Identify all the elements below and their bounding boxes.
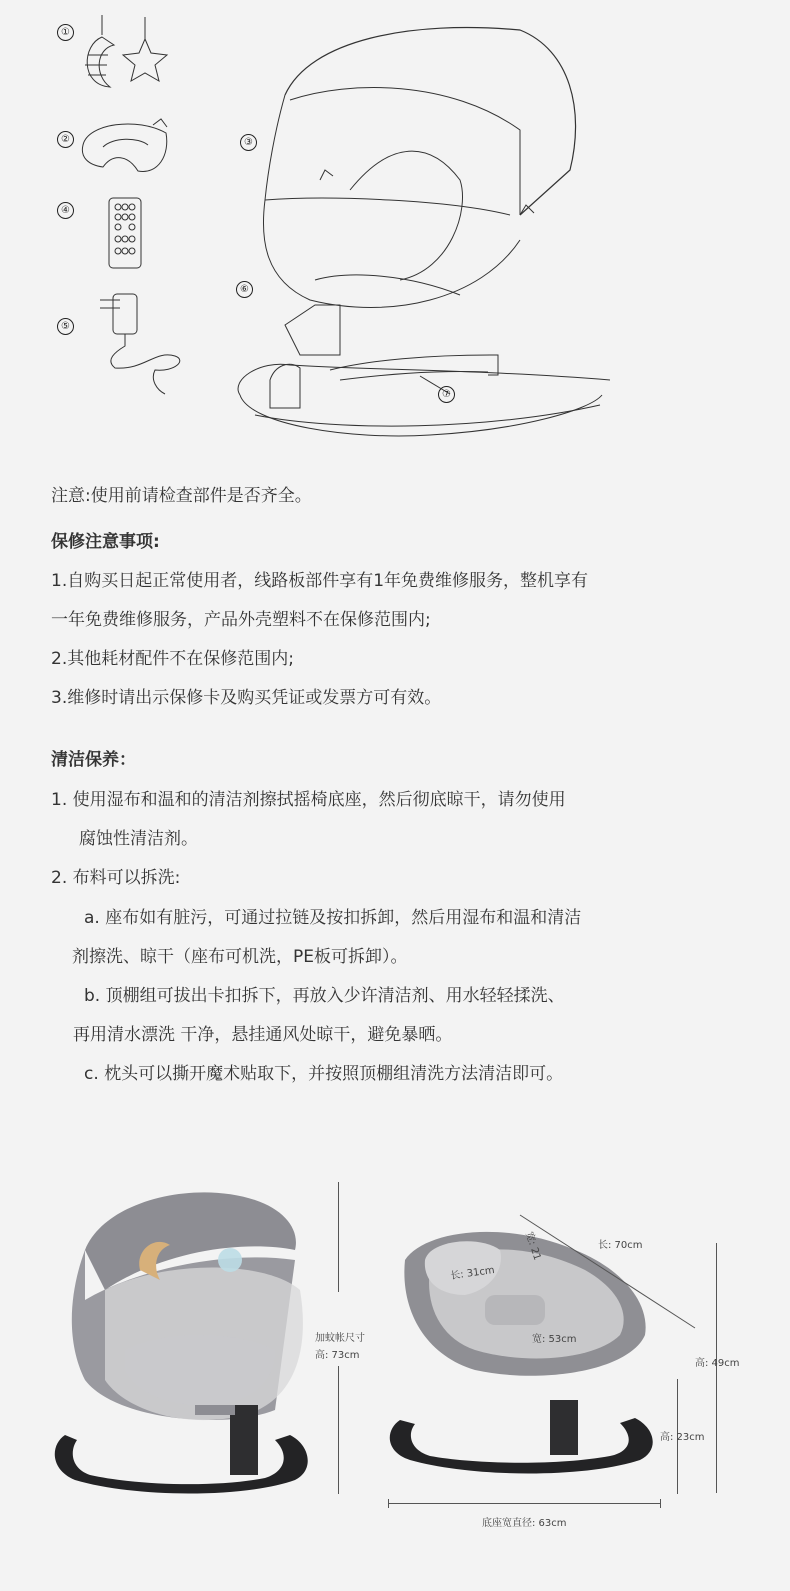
- notice-text: 注意:使用前请检查部件是否齐全。: [51, 486, 312, 506]
- net-height-line: [338, 1366, 339, 1494]
- base-diameter-tick: [388, 1499, 389, 1508]
- height-label: 高: 49cm: [695, 1358, 740, 1369]
- cleaning-line: a. 座布如有脏污，可通过拉链及按扣拆卸，然后用湿布和温和清洁: [84, 908, 582, 928]
- net-height-line: [338, 1182, 339, 1292]
- part-number-4: ④: [57, 202, 74, 219]
- part-number-3: ③: [240, 134, 257, 151]
- cleaning-line: 再用清水漂洗 干净，悬挂通风处晾干，避免暴晒。: [73, 1025, 453, 1045]
- swing-with-net-photo: [45, 1180, 345, 1500]
- base-diameter-label: 底座宽直径: 63cm: [482, 1518, 567, 1529]
- seat-width-label: 宽: 53cm: [532, 1334, 577, 1345]
- base-height-label: 高: 23cm: [660, 1432, 705, 1443]
- cleaning-line: 腐蚀性清洁剂。: [79, 829, 198, 849]
- remote-control-icon: [108, 197, 144, 271]
- part-number-6: ⑥: [236, 281, 253, 298]
- net-height-label: 高: 73cm: [315, 1350, 360, 1361]
- warranty-line: 3.维修时请出示保修卡及购买凭证或发票方可有效。: [51, 688, 442, 708]
- base-diameter-line: [388, 1503, 660, 1504]
- part-number-1: ①: [57, 24, 74, 41]
- cleaning-line: c. 枕头可以撕开魔术贴取下，并按照顶棚组清洗方法清洁即可。: [84, 1064, 564, 1084]
- warranty-line: 一年免费维修服务，产品外壳塑料不在保修范围内;: [51, 610, 431, 630]
- cleaning-line: 2. 布料可以拆洗:: [51, 868, 181, 888]
- hanging-toys-icon: [80, 15, 170, 95]
- part-number-7: ⑦: [438, 386, 455, 403]
- baby-swing-line-drawing: [230, 20, 610, 445]
- warranty-heading: 保修注意事项:: [51, 532, 160, 552]
- power-adapter-icon: [95, 290, 190, 400]
- head-pillow-icon: [78, 115, 173, 180]
- cleaning-line: b. 顶棚组可拔出卡扣拆下，再放入少许清洁剂、用水轻轻揉洗、: [84, 986, 565, 1006]
- cleaning-line: 剂擦洗、晾干（座布可机洗，PE板可拆卸）。: [72, 947, 408, 967]
- length-label: 长: 70cm: [598, 1240, 643, 1251]
- warranty-line: 1.自购买日起正常使用者，线路板部件享有1年免费维修服务，整机享有: [51, 571, 589, 591]
- pillow-length-label: 长: 31cm: [449, 1264, 496, 1283]
- length-dimension-line: [515, 1210, 715, 1330]
- net-size-label: 加蚊帐尺寸: [315, 1333, 365, 1344]
- cleaning-heading: 清洁保养：: [51, 750, 136, 770]
- warranty-line: 2.其他耗材配件不在保修范围内;: [51, 649, 294, 669]
- base-diameter-tick: [660, 1499, 661, 1508]
- cleaning-line: 1. 使用湿布和温和的清洁剂擦拭摇椅底座，然后彻底晾干，请勿使用: [51, 790, 566, 810]
- part-number-5: ⑤: [57, 318, 74, 335]
- part-number-2: ②: [57, 131, 74, 148]
- width-label: 宽: 21: [522, 1230, 543, 1262]
